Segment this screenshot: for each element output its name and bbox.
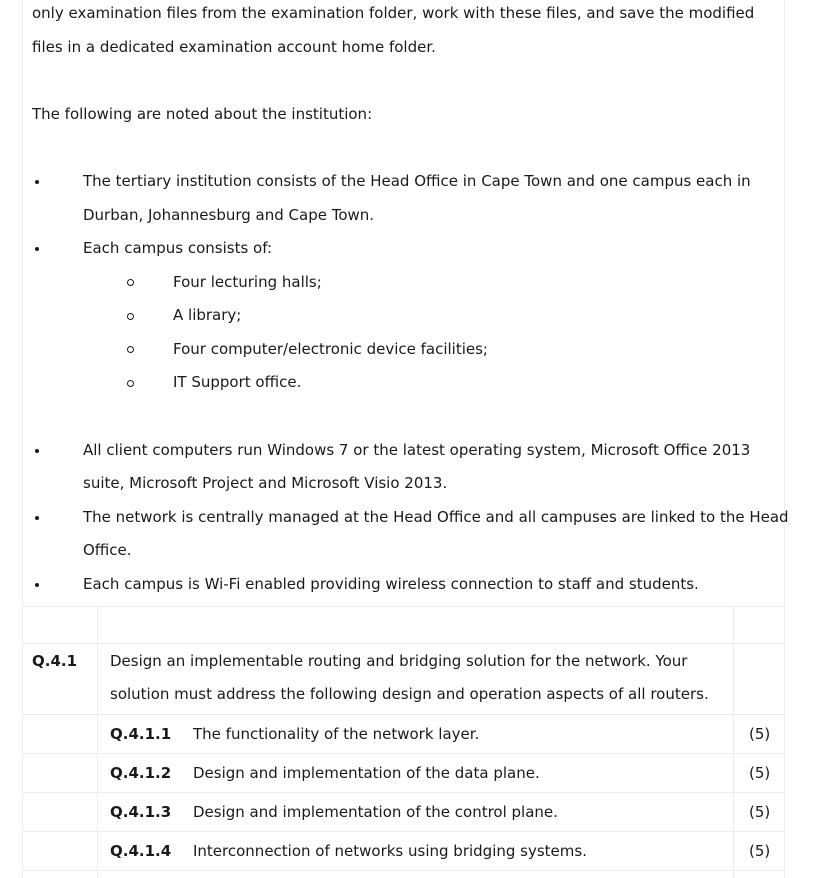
campus-item: A library; — [173, 306, 242, 324]
circle-bullet — [127, 346, 134, 353]
subquestion-number: Q.4.1.3 — [110, 803, 172, 821]
subquestion-number: Q.4.1.1 — [110, 725, 172, 743]
bullet-dot — [35, 247, 39, 251]
subquestion-marks: (5) — [749, 764, 771, 782]
question-text: Design an implementable routing and bridging solution for the network. Your — [110, 652, 688, 670]
bullet-text: suite, Microsoft Project and Microsoft Visio 2013. — [83, 474, 448, 492]
table-row-divider — [22, 643, 785, 644]
table-border-marks-col — [733, 606, 734, 878]
subquestion-marks: (5) — [749, 842, 771, 860]
table-border-right — [784, 0, 785, 878]
question-text: solution must address the following design and operation aspects of all routers. — [110, 685, 709, 703]
subquestion-number: Q.4.1.2 — [110, 764, 172, 782]
table-row-divider — [22, 792, 785, 793]
bullet-dot — [35, 516, 39, 520]
intro-line: files in a dedicated examination account home folder. — [32, 38, 436, 56]
bullet-text: The tertiary institution consists of the Head Office in Cape Town and one campus each in — [83, 172, 751, 190]
table-row-divider — [22, 606, 785, 607]
subquestion-text: The functionality of the network layer. — [193, 725, 480, 743]
bullet-text: The network is centrally managed at the Head Office and all campuses are linked to the Head — [83, 508, 789, 526]
table-row-divider — [22, 714, 785, 715]
subquestion-text: Interconnection of networks using bridging systems. — [193, 842, 587, 860]
bullet-text: All client computers run Windows 7 or the latest operating system, Microsoft Office 2013 — [83, 441, 751, 459]
bullet-text: Office. — [83, 541, 132, 559]
section-heading: The following are noted about the institution: — [32, 105, 373, 123]
subquestion-number: Q.4.1.4 — [110, 842, 172, 860]
bullet-text: Each campus consists of: — [83, 239, 273, 257]
question-number: Q.4.1 — [32, 652, 78, 670]
bullet-dot — [35, 583, 39, 587]
table-row-divider — [22, 753, 785, 754]
subquestion-text: Design and implementation of the control plane. — [193, 803, 558, 821]
campus-item: IT Support office. — [173, 373, 302, 391]
intro-line: only examination files from the examination folder, work with these files, and save the modified — [32, 4, 755, 22]
table-border-left — [22, 0, 23, 878]
table-border-q-col — [97, 606, 98, 878]
bullet-text: Durban, Johannesburg and Cape Town. — [83, 206, 375, 224]
circle-bullet — [127, 279, 134, 286]
circle-bullet — [127, 380, 134, 387]
circle-bullet — [127, 313, 134, 320]
bullet-dot — [35, 180, 39, 184]
subquestion-marks: (5) — [749, 803, 771, 821]
subquestion-marks: (5) — [749, 725, 771, 743]
table-row-divider — [22, 831, 785, 832]
bullet-dot — [35, 449, 39, 453]
bullet-text: Each campus is Wi-Fi enabled providing wireless connection to staff and students. — [83, 575, 699, 593]
subquestion-text: Design and implementation of the data plane. — [193, 764, 540, 782]
campus-item: Four computer/electronic device facilities; — [173, 340, 488, 358]
table-row-divider — [22, 870, 785, 871]
campus-item: Four lecturing halls; — [173, 273, 322, 291]
